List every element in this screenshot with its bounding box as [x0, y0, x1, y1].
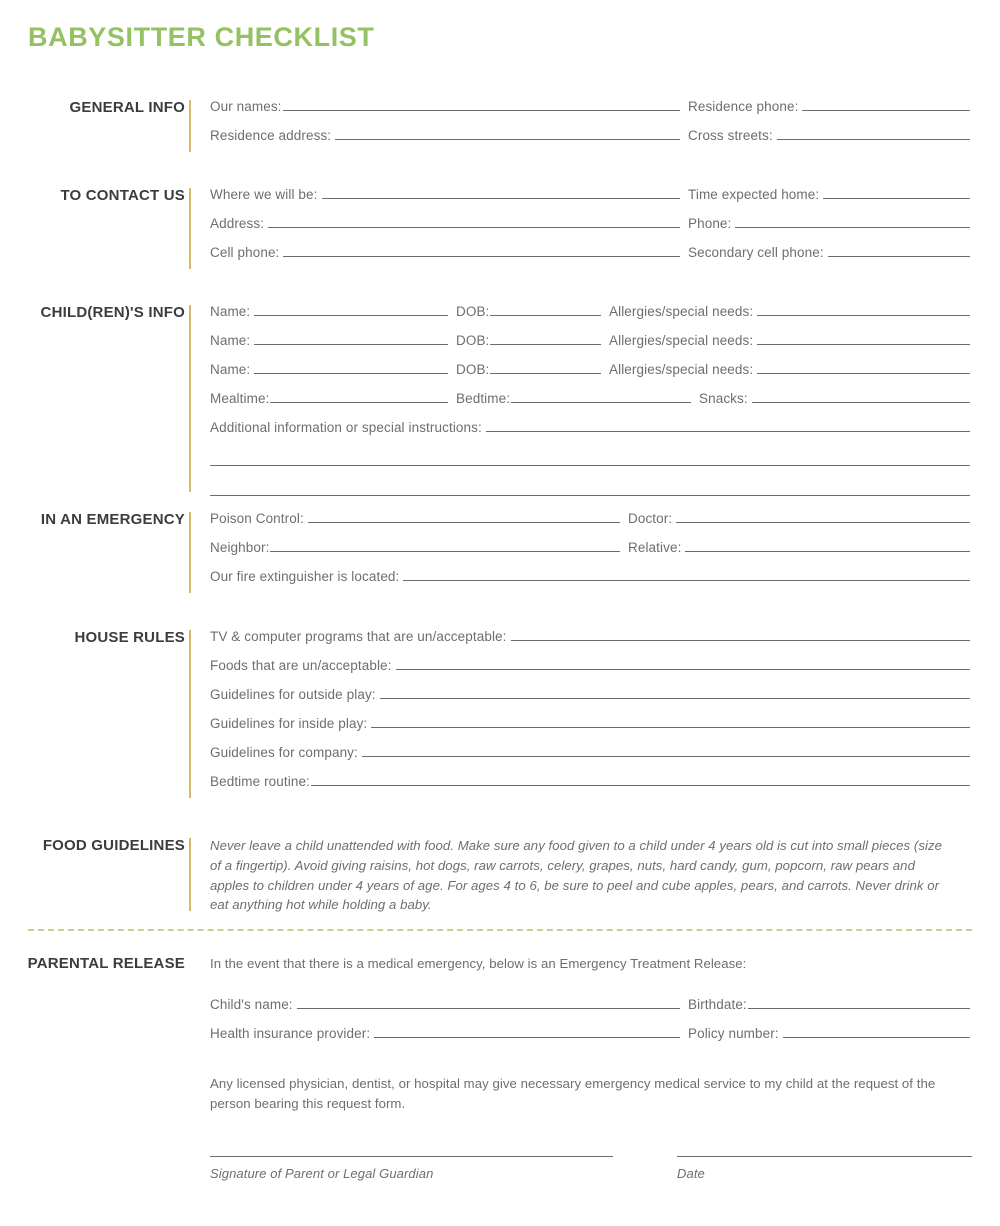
field-label-cell-phone: Cell phone:	[210, 245, 280, 260]
field-child3-dob[interactable]	[456, 361, 601, 377]
spacer-rule	[185, 996, 194, 1054]
field-label-name: Name:	[210, 333, 251, 348]
table-row	[210, 332, 970, 361]
section-label-to-contact-us: TO CONTACT US	[60, 187, 185, 204]
field-time-expected-home[interactable]	[688, 186, 970, 202]
field-label-phone: Phone:	[688, 216, 732, 231]
field-line-cell-phone[interactable]	[283, 244, 680, 257]
field-line-child2-dob[interactable]	[490, 332, 601, 345]
field-child1-dob[interactable]	[456, 303, 601, 319]
table-row	[210, 303, 970, 332]
field-relative[interactable]	[628, 539, 970, 555]
field-label-bedtime-routine: Bedtime routine:	[210, 774, 310, 789]
field-label-allergies: Allergies/special needs:	[609, 333, 754, 348]
section-label-parental-release: PARENTAL RELEASE	[27, 955, 185, 972]
form-row	[210, 657, 970, 686]
field-fire-extinguisher[interactable]	[210, 568, 970, 584]
field-label-bedtime: Bedtime:	[456, 391, 511, 406]
field-label-outside-play: Guidelines for outside play:	[210, 687, 376, 702]
section-general-info	[0, 98, 1000, 156]
field-where-we-will-be[interactable]	[210, 186, 680, 202]
field-neighbor[interactable]	[210, 539, 620, 555]
section-consent	[0, 1074, 1000, 1114]
field-line-child3-allergies[interactable]	[757, 361, 970, 374]
section-divider-parental-release	[185, 954, 194, 974]
section-body-parental-release	[194, 954, 1000, 974]
field-line-child3-name[interactable]	[254, 361, 448, 374]
field-residence-address[interactable]	[210, 127, 680, 143]
spacer-label	[0, 1074, 185, 1075]
field-label-poison-control: Poison Control:	[210, 511, 304, 526]
field-policy-number[interactable]	[688, 1025, 970, 1041]
field-label-allergies: Allergies/special needs:	[609, 304, 754, 319]
field-bedtime-routine[interactable]	[210, 773, 970, 789]
field-label-address: Address:	[210, 216, 265, 231]
section-label-in-an-emergency: IN AN EMERGENCY	[40, 511, 185, 528]
field-bedtime[interactable]	[456, 390, 691, 406]
section-body-house-rules	[194, 628, 1000, 802]
field-child1-name[interactable]	[210, 303, 448, 319]
field-additional-info[interactable]	[210, 419, 970, 435]
field-line-bedtime-routine[interactable]	[311, 773, 970, 786]
field-label-fire-extinguisher: Our fire extinguisher is located:	[210, 569, 400, 584]
section-divider-food-guidelines	[185, 836, 194, 915]
field-label-company: Guidelines for company:	[210, 745, 358, 760]
form-row	[210, 127, 970, 156]
field-health-insurance-provider[interactable]	[210, 1025, 680, 1041]
field-our-names[interactable]	[210, 98, 680, 114]
field-child3-name[interactable]	[210, 361, 448, 377]
section-label-children-info: CHILD(REN)'S INFO	[40, 304, 185, 321]
field-label-birthdate: Birthdate:	[688, 997, 747, 1012]
field-label-snacks: Snacks:	[699, 391, 748, 406]
spacer-label	[0, 996, 185, 997]
field-residence-phone[interactable]	[688, 98, 970, 114]
field-label-dob: DOB:	[456, 333, 490, 348]
page-title: BABYSITTER CHECKLIST	[28, 22, 375, 52]
field-label-mealtime: Mealtime:	[210, 391, 270, 406]
field-line-tv-computer-programs[interactable]	[511, 628, 971, 641]
field-label-tv-computer-programs: TV & computer programs that are un/acceptable:	[210, 629, 507, 644]
parental-release-field-body	[194, 996, 1000, 1054]
section-parental-release-fields	[0, 996, 1000, 1054]
field-line-neighbor[interactable]	[270, 539, 620, 552]
section-food-guidelines	[0, 836, 1000, 915]
field-mealtime[interactable]	[210, 390, 448, 406]
field-label-name: Name:	[210, 304, 251, 319]
section-children-info	[0, 303, 1000, 496]
field-snacks[interactable]	[699, 390, 970, 406]
field-line-address[interactable]	[268, 215, 680, 228]
field-line-policy-number[interactable]	[783, 1025, 970, 1038]
field-child2-dob[interactable]	[456, 332, 601, 348]
signature-line[interactable]	[210, 1156, 613, 1157]
field-child3-allergies[interactable]	[609, 361, 970, 377]
section-divider-children-info	[185, 303, 194, 496]
field-line-child2-name[interactable]	[254, 332, 448, 345]
field-line-child3-dob[interactable]	[490, 361, 601, 374]
field-child2-name[interactable]	[210, 332, 448, 348]
section-in-an-emergency	[0, 510, 1000, 597]
section-body-in-an-emergency	[194, 510, 1000, 597]
dashed-divider	[28, 929, 972, 931]
parental-release-intro: In the event that there is a medical emergency, below is an Emergency Treatment Release:	[210, 956, 747, 971]
field-line-cross-streets[interactable]	[777, 127, 970, 140]
field-line-residence-phone[interactable]	[802, 98, 970, 111]
field-label-where-we-will-be: Where we will be:	[210, 187, 318, 202]
field-line-foods-unacceptable[interactable]	[396, 657, 970, 670]
form-row	[210, 744, 970, 773]
field-line-additional-info-1[interactable]	[486, 419, 970, 432]
field-doctor[interactable]	[628, 510, 970, 526]
field-line-birthdate[interactable]	[748, 996, 970, 1009]
field-outside-play[interactable]	[210, 686, 970, 702]
field-company[interactable]	[210, 744, 970, 760]
section-body-food-guidelines	[194, 836, 1000, 915]
section-body-to-contact-us	[194, 186, 1000, 273]
field-phone[interactable]	[688, 215, 970, 231]
field-label-name: Name:	[210, 362, 251, 377]
field-inside-play[interactable]	[210, 715, 970, 731]
field-line-snacks[interactable]	[752, 390, 970, 403]
field-line-fire-extinguisher[interactable]	[403, 568, 970, 581]
section-divider-to-contact-us	[185, 186, 194, 273]
field-line-health-insurance-provider[interactable]	[374, 1025, 680, 1038]
field-label-dob: DOB:	[456, 362, 490, 377]
field-line-additional-info-3[interactable]	[210, 482, 970, 496]
form-row	[210, 419, 970, 448]
form-row	[210, 996, 970, 1025]
field-label-residence-phone: Residence phone:	[688, 99, 799, 114]
field-address[interactable]	[210, 215, 680, 231]
signature-caption: Signature of Parent or Legal Guardian	[210, 1166, 434, 1181]
field-line-our-names[interactable]	[283, 98, 680, 111]
field-line-outside-play[interactable]	[380, 686, 970, 699]
form-row	[210, 715, 970, 744]
field-line-where-we-will-be[interactable]	[322, 186, 681, 199]
field-line-poison-control[interactable]	[308, 510, 620, 523]
form-row	[210, 628, 970, 657]
form-row	[210, 1025, 970, 1054]
field-line-secondary-cell-phone[interactable]	[828, 244, 970, 257]
section-divider-house-rules	[185, 628, 194, 802]
section-house-rules	[0, 628, 1000, 802]
field-label-childs-name: Child's name:	[210, 997, 293, 1012]
consent-body	[194, 1074, 1000, 1114]
field-line-time-expected-home[interactable]	[823, 186, 970, 199]
field-label-health-insurance-provider: Health insurance provider:	[210, 1026, 371, 1041]
field-child2-allergies[interactable]	[609, 332, 970, 348]
field-label-relative: Relative:	[628, 540, 682, 555]
field-cross-streets[interactable]	[688, 127, 970, 143]
section-body-general-info	[194, 98, 1000, 156]
form-row	[210, 539, 970, 568]
field-line-inside-play[interactable]	[371, 715, 970, 728]
date-caption: Date	[677, 1166, 705, 1181]
field-secondary-cell-phone[interactable]	[688, 244, 970, 260]
field-label-time-expected-home: Time expected home:	[688, 187, 820, 202]
field-tv-computer-programs[interactable]	[210, 628, 970, 644]
section-label-general-info: GENERAL INFO	[69, 99, 185, 116]
field-label-cross-streets: Cross streets:	[688, 128, 773, 143]
table-row	[210, 361, 970, 390]
field-line-child1-name[interactable]	[254, 303, 448, 316]
field-label-policy-number: Policy number:	[688, 1026, 779, 1041]
field-line-doctor[interactable]	[676, 510, 970, 523]
form-row	[210, 686, 970, 715]
form-row	[210, 510, 970, 539]
field-label-secondary-cell-phone: Secondary cell phone:	[688, 245, 824, 260]
section-label-food-guidelines: FOOD GUIDELINES	[42, 837, 185, 854]
field-poison-control[interactable]	[210, 510, 620, 526]
field-label-dob: DOB:	[456, 304, 490, 319]
field-label-neighbor: Neighbor:	[210, 540, 270, 555]
field-birthdate[interactable]	[688, 996, 970, 1012]
field-label-foods-unacceptable: Foods that are un/acceptable:	[210, 658, 392, 673]
field-line-bedtime[interactable]	[511, 390, 691, 403]
date-column	[677, 1156, 972, 1181]
signature-block	[210, 1156, 972, 1181]
field-line-mealtime[interactable]	[270, 390, 448, 403]
section-body-children-info	[194, 303, 1000, 496]
form-row	[210, 568, 970, 597]
field-line-childs-name[interactable]	[297, 996, 680, 1009]
consent-text: Any licensed physician, dentist, or hospital may give necessary emergency medical service to my child at the request of the person bearing this request form.	[210, 1076, 936, 1111]
section-label-house-rules: HOUSE RULES	[74, 629, 185, 646]
field-line-child1-dob[interactable]	[490, 303, 601, 316]
field-line-child1-allergies[interactable]	[757, 303, 970, 316]
field-line-phone[interactable]	[735, 215, 970, 228]
field-line-relative[interactable]	[685, 539, 970, 552]
food-guidelines-text: Never leave a child unattended with food. Make sure any food given to a child under 4 years old is cut into small pieces (size of a fingertip). Avoid giving raisins, hot dogs, raw carrots, celery, grapes, nuts, hard candy, gum, popcorn, raw pears and apples to children under 4 years of age. For ages 4 to 6, be sure to peel and cube apples, pears, and carrots. Never drink or eat anything hot while holding a baby.	[210, 838, 943, 913]
field-childs-name[interactable]	[210, 996, 680, 1012]
field-line-additional-info-2[interactable]	[210, 452, 970, 466]
signature-gap	[613, 1156, 677, 1181]
field-child1-allergies[interactable]	[609, 303, 970, 319]
section-to-contact-us	[0, 186, 1000, 273]
form-row	[210, 773, 970, 802]
field-label-doctor: Doctor:	[628, 511, 673, 526]
table-row	[210, 390, 970, 419]
section-divider-general-info	[185, 98, 194, 156]
field-foods-unacceptable[interactable]	[210, 657, 970, 673]
field-label-inside-play: Guidelines for inside play:	[210, 716, 368, 731]
field-line-company[interactable]	[362, 744, 970, 757]
field-label-residence-address: Residence address:	[210, 128, 332, 143]
spacer-rule	[185, 1074, 194, 1114]
field-label-additional-info: Additional information or special instructions:	[210, 420, 482, 435]
section-divider-in-an-emergency	[185, 510, 194, 597]
form-row	[210, 215, 970, 244]
field-line-child2-allergies[interactable]	[757, 332, 970, 345]
form-row	[210, 244, 970, 273]
signature-column	[210, 1156, 613, 1181]
date-line[interactable]	[677, 1156, 972, 1157]
form-row	[210, 98, 970, 127]
field-label-allergies: Allergies/special needs:	[609, 362, 754, 377]
field-line-residence-address[interactable]	[335, 127, 680, 140]
field-cell-phone[interactable]	[210, 244, 680, 260]
form-row	[210, 186, 970, 215]
section-parental-release	[0, 954, 1000, 974]
field-label-our-names: Our names:	[210, 99, 282, 114]
